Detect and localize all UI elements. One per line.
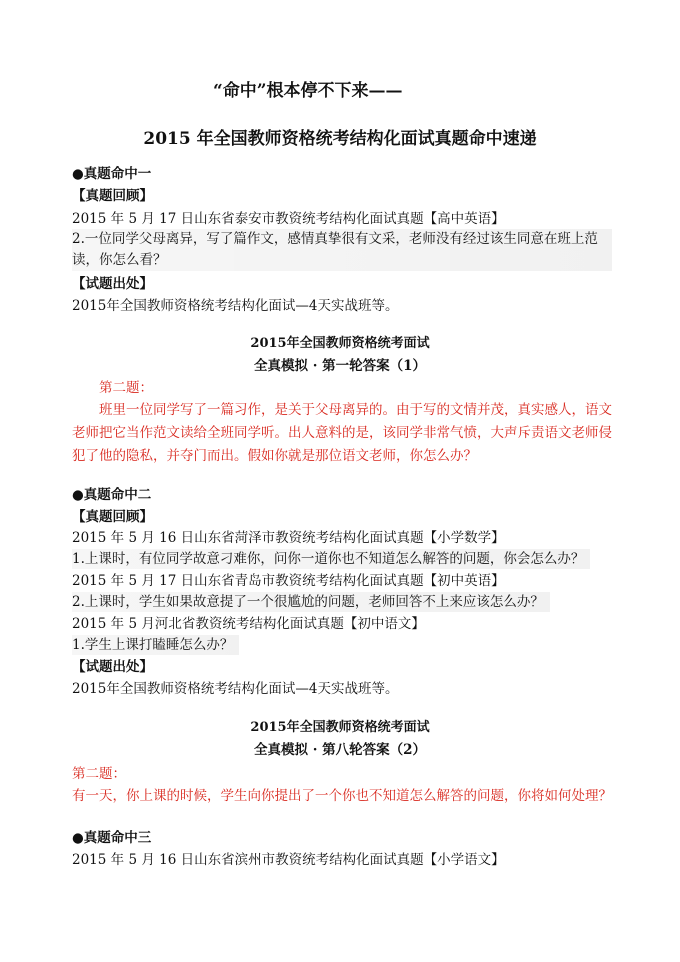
- section-1-review-label: 【真题回顾】: [72, 188, 153, 204]
- section-1-mock-question-text: 班里一位同学写了一篇习作，是关于父母离异的。由于写的文情并茂，真实感人，语文老师把它当作范文读给全班同学听。出人意料的是，该同学非常气愤，大声斥责语文老师侵犯了他的隐私，并夺门而出。假如你就是那位语文老师，你怎么办？: [72, 402, 612, 464]
- section-1-origin-label: 【试题出处】: [72, 276, 153, 292]
- header-line-1: “命中”根本停不下来——: [213, 81, 403, 101]
- section-2-source-3: 2015 年 5 月河北省教资统考结构化面试真题【初中语文】: [72, 616, 425, 632]
- section-2-mock-subtitle: 全真模拟 · 第八轮答案（2）: [254, 742, 426, 758]
- page-title: 2015 年全国教师资格统考结构化面试真题命中速递: [143, 129, 537, 149]
- section-1-question: 2.一位同学父母离异，写了篇作文，感情真挚很有文采，老师没有经过该生同意在班上范读，你怎么看？: [72, 229, 612, 271]
- section-2-question-1: 1.上课时，有位同学故意刁难你，问你一道你也不知道怎么解答的问题，你会怎么办？: [72, 549, 590, 569]
- section-2-question-2: 2.上课时，学生如果故意提了一个很尴尬的问题，老师回答不上来应该怎么办？: [72, 592, 550, 612]
- section-1-origin-text: 2015年全国教师资格统考结构化面试—4天实战班等。: [72, 298, 399, 314]
- section-2-origin-text: 2015年全国教师资格统考结构化面试—4天实战班等。: [72, 681, 399, 697]
- section-3-title: ●真题命中三: [72, 830, 152, 846]
- section-2-origin-label: 【试题出处】: [72, 659, 153, 675]
- section-1-title: ●真题命中一: [72, 166, 152, 182]
- section-3-source-1: 2015 年 5 月 16 日山东省滨州市教资统考结构化面试真题【小学语文】: [72, 852, 505, 868]
- section-2-source-1: 2015 年 5 月 16 日山东省菏泽市教资统考结构化面试真题【小学数学】: [72, 530, 505, 546]
- section-2-review-label: 【真题回顾】: [72, 509, 153, 525]
- section-2-title: ●真题命中二: [72, 487, 152, 503]
- section-2-question-3: 1.学生上课打瞌睡怎么办？: [72, 635, 239, 655]
- section-1-mock-question-label: 第二题：: [99, 380, 153, 396]
- section-1-source-line: 2015 年 5 月 17 日山东省泰安市教资统考结构化面试真题【高中英语】: [72, 211, 505, 227]
- section-2-mock-question-text: 有一天，你上课的时候，学生向你提出了一个你也不知道怎么解答的问题，你将如何处理？: [72, 788, 612, 804]
- section-2-mock-title: 2015年全国教师资格统考面试: [250, 720, 430, 735]
- section-1-mock-subtitle: 全真模拟 · 第一轮答案（1）: [254, 358, 426, 374]
- section-2-source-2: 2015 年 5 月 17 日山东省青岛市教资统考结构化面试真题【初中英语】: [72, 573, 505, 589]
- section-2-mock-question-label: 第二题：: [72, 766, 126, 782]
- section-1-mock-title: 2015年全国教师资格统考面试: [250, 336, 430, 351]
